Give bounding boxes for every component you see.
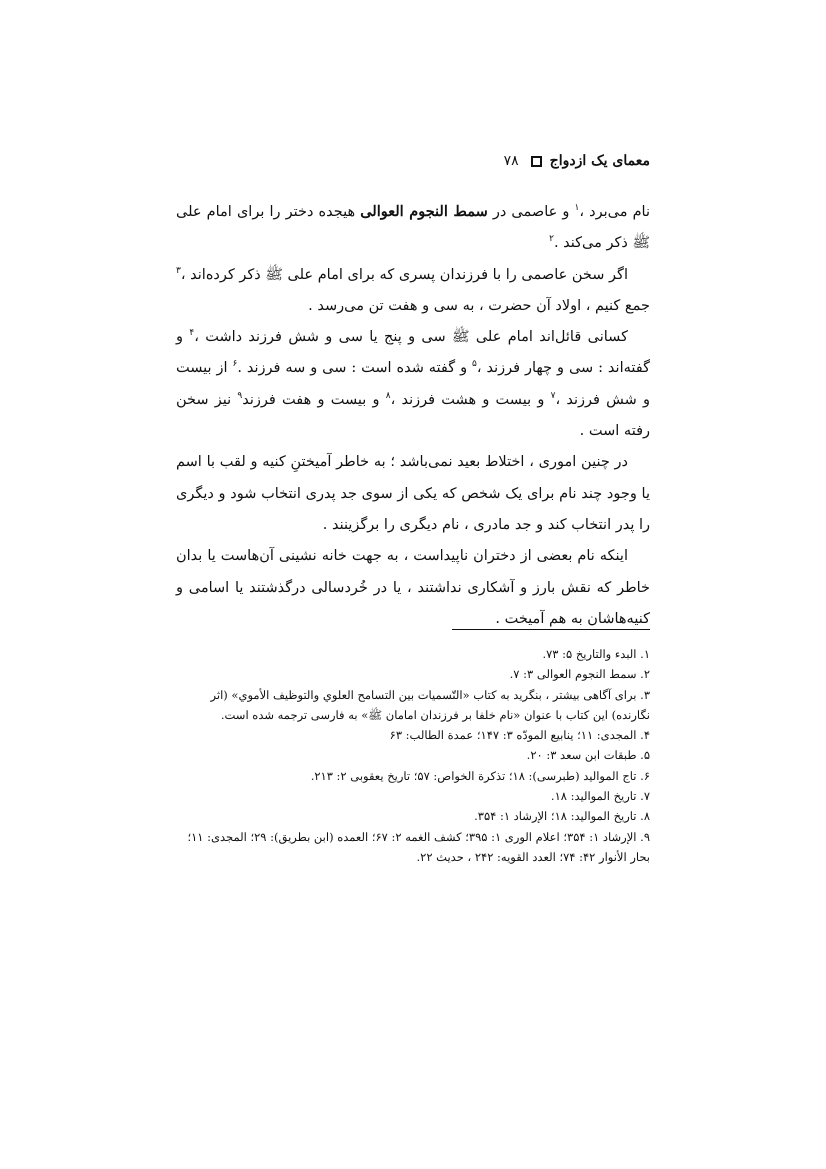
footnote-ref-7: ۷ xyxy=(550,390,556,401)
square-bullet-icon xyxy=(531,156,542,167)
footnote-6: ۶. تاج الموالید (طبرسی): ۱۸؛ تذکرة الخواص: ۵۷؛ تاریخ یعقوبی ۲: ۲۱۳. xyxy=(310,768,650,783)
footnote-3: ۳. برای آگاهی بیشتر ، بنگرید به کتاب «التّسمیات بین التسامح العلوي والتوظیف الأموي» (اثر نگارنده) این کتاب با عنوان «نام خلفا بر فرزندان امامان ﷺ» به فارسی ترجمه شده است. xyxy=(210,687,650,722)
paragraph-1 xyxy=(176,196,650,260)
text-span: نیز سخن رفته است . xyxy=(176,391,650,440)
footnote-divider xyxy=(452,629,650,630)
footnotes xyxy=(174,644,650,867)
book-title-bold: سمط النجوم العوالی xyxy=(360,203,488,220)
footnote-ref-5: ۵ xyxy=(472,359,477,370)
text-span: نام می‌برد ، xyxy=(579,204,651,220)
paragraph-4: در چنین اموری ، اختلاط بعید نمی‌باشد ؛ به خاطر آمیختنِ کنیه و لقب با اسم یا وجود چند نام برای یک شخص که یکی از سوی جد پدری انتخاب شود و دیگری را پدر انتخاب کند و جد مادری ، نام دیگری را برگزینند . xyxy=(176,454,650,533)
footnote-7: ۷. تاریخ الموالید: ۱۸. xyxy=(550,789,650,804)
text-span: اگر سخن عاصمی را با فرزندان پسری که برای امام علی ﷺ ذکر کرده‌اند ، xyxy=(180,266,628,283)
footnote-5: ۵. طبقات ابن سعد ۳: ۲۰. xyxy=(526,748,650,763)
footnote-1: ۱. البدء والتاریخ ۵: ۷۳. xyxy=(542,647,650,661)
paragraph-3 xyxy=(176,322,650,447)
text-span: و عاصمی در xyxy=(487,204,575,220)
footnote-ref-8: ۸ xyxy=(385,390,391,401)
text-span: جمع کنیم ، اولاد آن حضرت ، به سی و هفت تن می‌رسد . xyxy=(308,297,650,314)
footnote-ref-3: ۳ xyxy=(176,265,181,276)
footnote-9: ۹. الإرشاد ۱: ۳۵۴؛ اعلام الوری ۱: ۳۹۵؛ کشف الغمه ۲: ۶۷؛ العمده (ابن بطریق): ۲۹؛ المجدی: ۱۱؛ بحار الأنوار ۴۲: ۷۴؛ العدد القویه: ۲۴۲ ، حدیث ۲۲. xyxy=(187,829,650,864)
footnote-ref-2: ۲ xyxy=(549,234,554,245)
page-number: ۷۸ xyxy=(503,153,519,169)
text-span: هیجده دختر را برای امام علی ﷺ ذکر می‌کند . xyxy=(176,204,650,252)
running-header xyxy=(176,150,650,172)
paragraph-2 xyxy=(176,260,650,323)
footnote-ref-1: ۱ xyxy=(574,203,580,214)
footnote-4: ۴. المجدی: ۱۱؛ ینابیع المودّه ۳: ۱۴۷؛ عمدة الطالب: ۶۳ xyxy=(389,728,650,743)
text-span: و بیست و هفت فرزند xyxy=(242,391,386,408)
paragraph-5: اینکه نام بعضی از دختران ناپیداست ، به جهت خانه نشینی آن‌هاست یا بدان خاطر که نقش بارز و آشکاری نداشتند ، یا در خُردسالی درگذشتند یا اسامی و کنیه‌هاشان به هم آمیخت . xyxy=(176,548,650,627)
footnote-ref-4: ۴ xyxy=(189,328,195,339)
text-span: از بیست و شش فرزند ، xyxy=(176,360,650,408)
text-span: و گفته شده است : سی و سه فرزند . xyxy=(237,360,473,377)
footnote-ref-6: ۶ xyxy=(232,359,238,370)
footnote-ref-9: ۹ xyxy=(237,390,243,401)
text-span: و بیست و هشت فرزند ، xyxy=(390,391,551,408)
text-span: کسانی قائل‌اند امام علی ﷺ سی و پنج یا سی و شش فرزند داشت ، xyxy=(194,329,628,346)
footnote-8: ۸. تاریخ الموالید: ۱۸؛ الإرشاد ۱: ۳۵۴. xyxy=(474,809,650,824)
main-text xyxy=(176,196,650,635)
text-span: و گفته‌اند : سی و چهار فرزند ، xyxy=(176,329,650,377)
chapter-title: معمای یک ازدواج xyxy=(549,153,650,169)
footnote-2: ۲. سمط النجوم العوالی ۳: ۷. xyxy=(509,667,650,682)
